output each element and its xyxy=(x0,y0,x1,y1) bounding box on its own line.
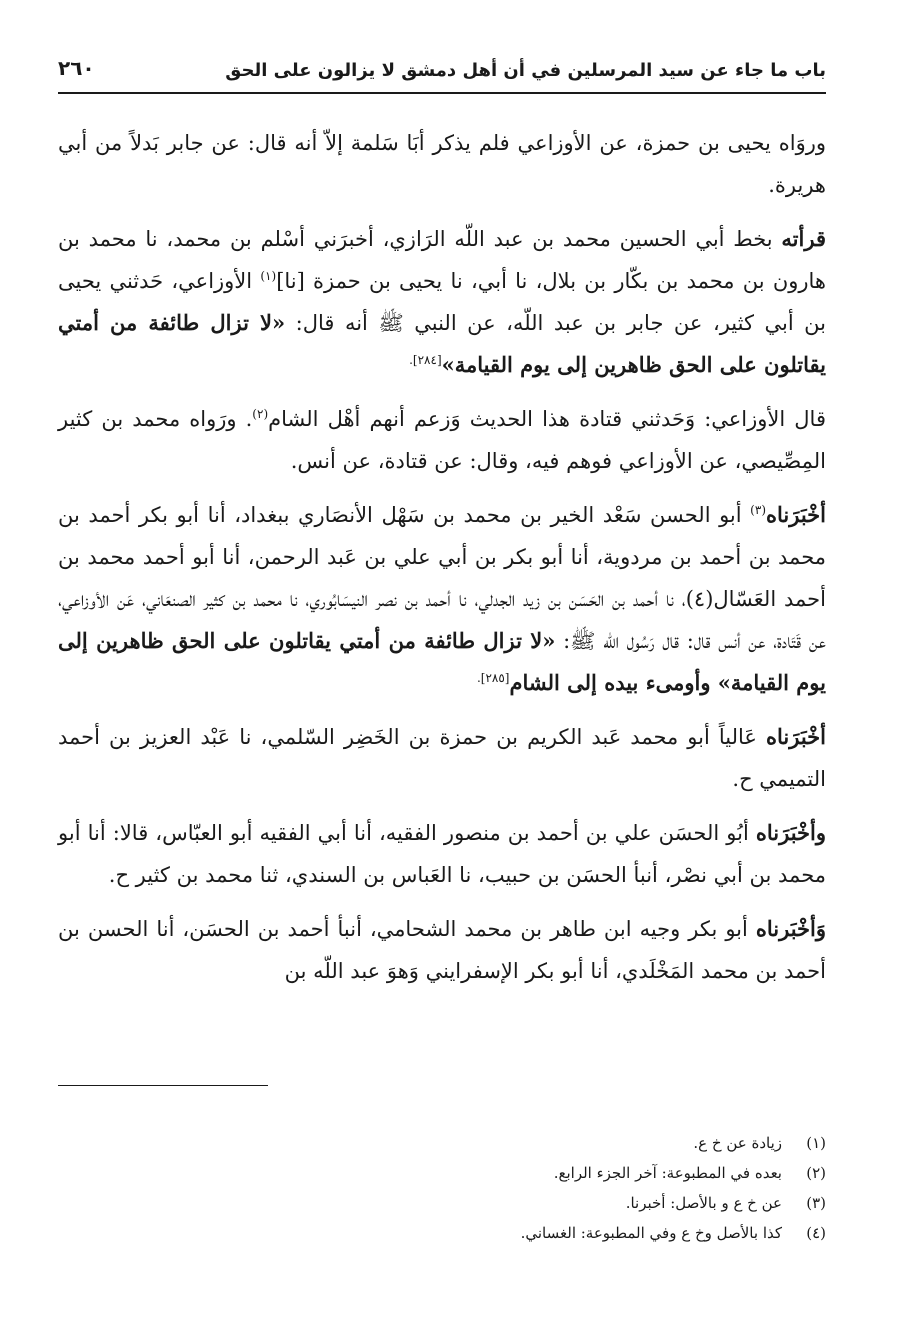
paragraph-text: وروَاه يحيى بن حمزة، عن الأوزاعي فلم يذكر أبَا سَلمة إلاّ أنه قال: عن جابر بَدلاً من أبي هريرة. xyxy=(58,131,826,197)
footnote-number: (٤) xyxy=(806,1224,826,1242)
footnote-marker: (٢) xyxy=(252,407,269,421)
page-header xyxy=(58,52,826,94)
paragraph-lead: أخْبَرَناه xyxy=(766,724,826,749)
paragraph-1 xyxy=(58,122,826,206)
paragraph-2 xyxy=(58,218,826,386)
main-text xyxy=(58,122,826,992)
footnote xyxy=(58,1128,826,1158)
footnote xyxy=(58,1218,826,1248)
paragraph-text-continued: الأوزاعي، حَدثني يحيى بن أبي كثير، عن جابر بن عبد اللّه، عن النبي ﷺ أنه قال: xyxy=(58,269,826,335)
footnote-number: (١) xyxy=(806,1134,826,1152)
paragraph-3 xyxy=(58,398,826,482)
footnote-marker: (٣) xyxy=(750,503,766,517)
paragraph-text: عَالياً أبو محمد عَبد الكريم بن حمزة بن الخَضِر السّلمي، نا عَبْد العزيز بن أحمد التميمي ح. xyxy=(58,725,826,791)
footnote xyxy=(58,1158,826,1188)
paragraph-lead: وأخْبَرَناه xyxy=(755,820,826,845)
footnote-marker: (١) xyxy=(260,269,277,283)
paragraph-lead: وَأخْبَرناه xyxy=(755,916,826,941)
footnote-text: زيادة عن خ ع. xyxy=(693,1134,782,1152)
paragraph-lead: أخْبَرَناه xyxy=(766,502,826,527)
hadith-reference: [٢٨٤]. xyxy=(409,353,442,367)
paragraph-text: قال الأوزاعي: وَحَدثني قتادة هذا الحديث وَزعم أنهم أهْل الشام xyxy=(268,407,826,431)
paragraph-4 xyxy=(58,494,826,704)
paragraph-text: أبو بكر وجيه ابن طاهر بن محمد الشحامي، أنبأ أحمد بن الحسَن، أنا الحسن بن أحمد بن محمد المَخْلَدي، أنا أبو بكر الإسفرايني وَهوَ عبد اللّه بن xyxy=(58,917,826,983)
hadith-text: «لا تزال طائفة من أمتي يقاتلون على الحق ظاهرين إلى يوم القيامة» وأومىء بيده إلى الشام xyxy=(58,628,826,695)
footnote-text: كذا بالأصل وخ ع وفي المطبوعة: الغساني. xyxy=(520,1224,782,1242)
paragraph-text: أبُو الحسَن علي بن أحمد بن منصور الفقيه، أنا أبي الفقيه أبو العبّاس، قالا: أنا أبو محمد بن أبي نصْر، أنبأ الحسَن بن حبيب، نا العَباس بن السندي، ثنا محمد بن كثير ح. xyxy=(58,821,826,887)
running-title: باب ما جاء عن سيد المرسلين في أن أهل دمشق لا يزالون على الحق xyxy=(225,60,826,81)
hadith-text: «لا تزال طائفة من أمتي يقاتلون على الحق ظاهرين إلى يوم القيامة» xyxy=(58,310,826,377)
paragraph-lead: قرأته xyxy=(781,226,826,251)
paragraph-5 xyxy=(58,716,826,800)
paragraph-text: بخط أبي الحسين محمد بن عبد اللّه الرَازي، أخبرَني أسْلم بن محمد، نا محمد بن هارون بن محمد بن بكّار بن بلال، نا أبي، نا يحيى بن حمزة [نا] xyxy=(58,227,827,293)
footnotes xyxy=(58,1128,826,1248)
paragraph-7 xyxy=(58,908,826,992)
footnote-divider xyxy=(58,1085,268,1086)
paragraph-text-continued: . ورَواه محمد بن كثير المِصِّيصي، عن الأوزاعي فوهم فيه، وقال: عن قتادة، عن أنس. xyxy=(58,407,826,473)
page-number: ٢٦٠ xyxy=(58,56,95,80)
footnote-number: (٢) xyxy=(806,1164,826,1182)
paragraph-text-continued: أبو الحسن سَعْد الخير بن محمد بن سَهْل الأنصَاري ببغداد، أنا أبو بكر أحمد بن محمد بن أحمد بن مردوية، أنا أبو بكر بن أبي علي بن عَبد الرحمن، أنا أبو أحمد محمد بن أحمد العَسّال(٤)، نا أحمد بن الحَسَن بن زيد الجدلي، نا أحمد بن نصر النيسَابُوري، نا محمد بن كثير الصنعَاني، عَن الأوزاعي، عن قَتَادة، عن أنس قال: قال رَسُول الله ﷺ: xyxy=(58,503,826,653)
book-page xyxy=(58,52,826,1302)
paragraph-6 xyxy=(58,812,826,896)
footnote xyxy=(58,1188,826,1218)
footnote-number: (٣) xyxy=(806,1194,826,1212)
footnote-text: عن خ ع و بالأصل: أخبرنا. xyxy=(625,1194,782,1212)
footnote-text: بعده في المطبوعة: آخر الجزء الرابع. xyxy=(553,1164,782,1182)
hadith-reference: [٢٨٥]. xyxy=(476,671,510,685)
